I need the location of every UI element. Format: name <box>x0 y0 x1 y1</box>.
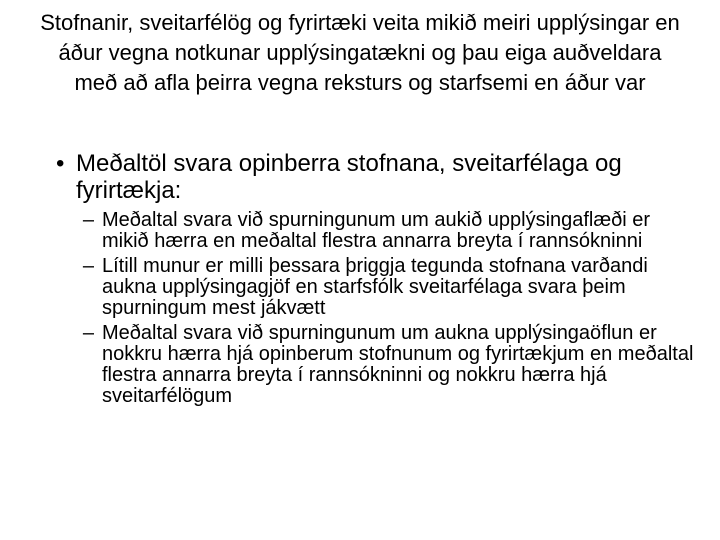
slide-body <box>56 150 696 411</box>
slide-title: Stofnanir, sveitarfélög og fyrirtæki veita mikið meiri upplýsingar en áður vegna notkunar upplýsingatækni og þau eiga auðveldara með að afla þeirra vegna reksturs og starfsemi en áður var <box>40 10 680 95</box>
bullet-marker: • <box>56 150 65 177</box>
main-bullet <box>56 150 696 204</box>
sub-bullet-text: Meðaltal svara við spurningunum um aukna upplýsingaöflun er nokkru hærra hjá opinberum stofnunum og fyrirtækjum en meðaltal flestra annarra breyta í rannsókninni og nokkru hærra hjá sveitarfélögum <box>102 322 694 407</box>
main-bullet-text: Meðaltöl svara opinberra stofnana, sveitarfélaga og fyrirtækja: <box>76 150 622 204</box>
sub-bullet-marker: – <box>82 255 94 277</box>
sub-bullet-3 <box>66 323 696 407</box>
sub-bullet-marker: – <box>82 322 94 344</box>
sub-bullet-list <box>66 210 696 407</box>
sub-bullet-text: Meðaltal svara við spurningunum um aukið upplýsingaflæði er mikið hærra en meðaltal flestra annarra breyta í rannsókninni <box>102 209 651 252</box>
sub-bullet-text: Lítill munur er milli þessara þriggja tegunda stofnana varðandi aukna upplýsingagjöf en starfsfólk sveitarfélaga svara þeim spurningum mest jákvætt <box>102 255 648 319</box>
sub-bullet-marker: – <box>82 209 94 231</box>
sub-bullet-1 <box>66 210 696 252</box>
sub-bullet-2 <box>66 256 696 319</box>
